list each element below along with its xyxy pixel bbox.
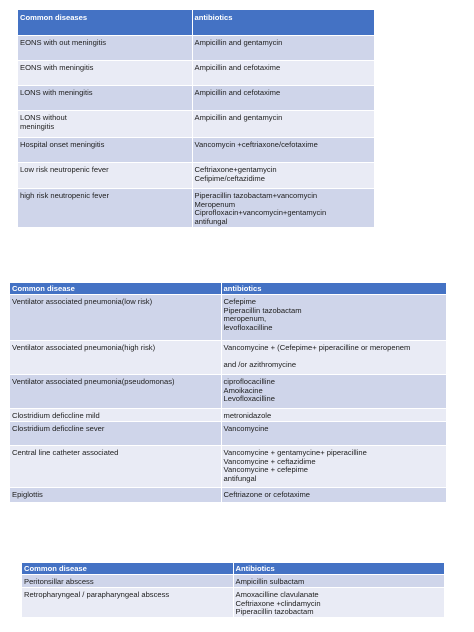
antibiotics-cell [233,588,444,617]
table-header-row [18,10,374,36]
table-row [10,488,446,502]
cell-line: Amoikacine [223,385,263,395]
antibiotics-cell [221,341,446,375]
cell-line: meningitis [20,121,55,131]
table-header-row [10,283,446,295]
cell-line: Clostridium deficcline sever [12,424,105,433]
cell-line: Ciprofloxacin+vancomycin+gentamycin [194,208,327,218]
antibiotics-cell [221,295,446,341]
cell-line: Ceftriaxone+gentamycin [194,165,277,174]
table-row [18,86,374,111]
disease-cell [10,341,221,375]
column-header-disease: Common disease [10,283,221,295]
cell-line: metronidazole [223,411,272,420]
pneumonia-antibiotics-table [10,283,447,502]
table-row [10,409,446,422]
table-row [18,138,374,163]
cell-line: high risk neutropenic fever [20,191,110,200]
antibiotics-cell [221,422,446,446]
antibiotics-cell [233,575,444,588]
cell-line: Cefepime [223,297,256,306]
disease-cell [10,375,221,409]
disease-cell [18,138,192,163]
table-row [18,61,374,86]
disease-cell [22,575,233,588]
cell-line: Hospital onset meningitis [20,140,105,149]
disease-cell [18,36,192,61]
cell-line: Levofloxacilline [223,394,275,404]
cell-line: meropenum, [223,314,267,324]
cell-line: EONS with out meningitis [20,38,107,47]
cell-line: Ampicillin sulbactam [235,577,305,586]
antibiotics-cell [192,138,374,163]
table-row [18,163,374,189]
table-body [10,295,446,502]
cell-line: levofloxacilline [223,322,273,332]
cell-line: Low risk neutropenic fever [20,165,109,174]
table-body [18,36,374,227]
cell-line: Piperacillin tazobactam [223,305,302,315]
abscess-antibiotics-table [22,563,445,617]
column-header-antibiotics: antibiotics [221,283,446,295]
cell-line: Retropharyngeal / parapharyngeal abscess [24,590,170,599]
table-row [22,588,444,617]
cell-line: Central line catheter associated [12,448,119,457]
cell-line: Vancomycine + (Cefepime+ piperacilline or meropenem [223,343,411,352]
cell-line: Ampicillin and gentamycin [194,38,283,47]
column-header-disease: Common diseases [18,10,192,36]
cell-line: Ceftriazone or cefotaxime [223,490,311,499]
antibiotics-cell [192,111,374,138]
cell-line: Ampicillin and cefotaxime [194,63,281,72]
antibiotics-cell [192,61,374,86]
antibiotics-cell [192,163,374,189]
table-row [10,422,446,446]
disease-cell [10,446,221,488]
cell-line: Epiglottis [12,490,43,499]
disease-cell [18,189,192,227]
antibiotics-cell [192,189,374,227]
cell-line: Peritonsillar abscess [24,577,94,586]
cell-line: Ceftriaxone +clindamycin [235,598,321,608]
column-header-antibiotics: Antibiotics [233,563,444,575]
antibiotics-cell [192,36,374,61]
table-row [18,36,374,61]
cell-line: Meropenum [194,199,236,209]
cell-line: and /or azithromycine [223,360,297,370]
table-row [18,189,374,227]
cell-line: Vancomycine + cefepime [223,465,308,475]
cell-line: Ventilator associated pneumonia(low risk) [12,297,153,306]
table-row [10,375,446,409]
disease-cell [18,86,192,111]
cell-line: EONS with meningitis [20,63,94,72]
table-row [22,575,444,588]
cell-line: LONS with meningitis [20,88,93,97]
disease-cell [10,488,221,502]
table-row [18,111,374,138]
cell-line: Piperacillin tazobactam+vancomycin [194,191,318,200]
antibiotics-cell [192,86,374,111]
disease-cell [10,295,221,341]
cell-line: antifungal [223,473,257,483]
cell-line: Vancomycine [223,424,269,433]
cell-line: Vancomycine + ceftazidime [223,456,316,466]
cell-line: LONS without [20,113,67,122]
table-body [22,575,444,617]
disease-cell [10,422,221,446]
table-row [10,341,446,375]
disease-cell [22,588,233,617]
cell-line: Ampicillin and cefotaxime [194,88,281,97]
disease-cell [10,409,221,422]
cell-line: Amoxacilline clavulanate [235,590,319,599]
table-row [10,295,446,341]
cell-line: Vancomycine + gentamycine+ piperacilline [223,448,367,457]
antibiotics-cell [221,375,446,409]
cell-line: Cefipime/ceftazidime [194,173,265,183]
cell-line: Ampicillin and gentamycin [194,113,283,122]
cell-line: Ventilator associated pneumonia(pseudomonas) [12,377,175,386]
cell-line: Vancomycin +ceftriaxone/cefotaxime [194,140,318,149]
neonatal-antibiotics-table [18,10,375,227]
column-header-disease: Common disease [22,563,233,575]
cell-line: antifungal [194,216,228,226]
disease-cell [18,163,192,189]
cell-line: Ventilator associated pneumonia(high risk) [12,343,156,352]
table-header-row [22,563,444,575]
column-header-antibiotics: antibiotics [192,10,374,36]
cell-line: Clostridium deficcline mild [12,411,100,420]
disease-cell [18,111,192,138]
antibiotics-cell [221,409,446,422]
table-row [10,446,446,488]
cell-line: ciproflocacilline [223,377,275,386]
cell-line: Piperacillin tazobactam [235,607,314,617]
antibiotics-cell [221,488,446,502]
disease-cell [18,61,192,86]
antibiotics-cell [221,446,446,488]
